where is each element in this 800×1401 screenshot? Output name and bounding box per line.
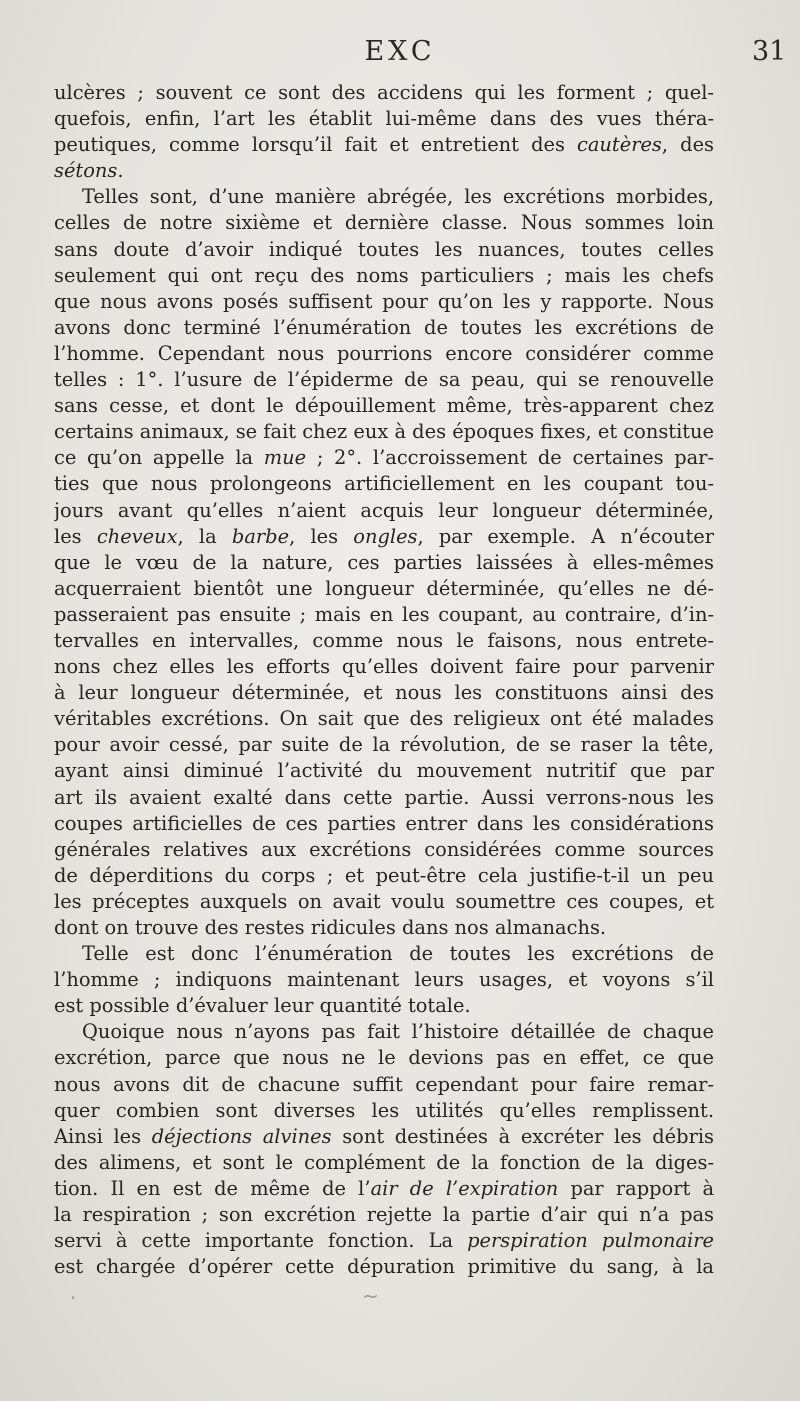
- italic-term: air de l’expiration: [370, 1176, 559, 1200]
- text-line: [54, 498, 714, 524]
- text-run: que nous avons posés suffisent pour qu’on les y rapporte. Nous: [54, 289, 714, 313]
- text-line: [54, 628, 714, 654]
- body-text: [54, 80, 714, 1280]
- text-run: ties que nous prolongeons artificiellement en les coupant tou-: [54, 472, 714, 496]
- text-line: [54, 602, 714, 628]
- text-run: Telle est donc l’énumération de toutes les excrétions de: [82, 942, 714, 966]
- text-run: les préceptes auxquels on avait voulu soumettre ces coupes, et: [54, 889, 714, 913]
- text-line: [54, 550, 714, 576]
- print-mark: ·: [70, 1286, 77, 1310]
- text-line: [54, 237, 714, 263]
- text-line: [54, 132, 714, 158]
- text-run: sont destinées à excréter les débris: [331, 1124, 714, 1148]
- text-run: véritables excrétions. On sait que des religieux ont été malades: [54, 707, 714, 731]
- text-run: ; 2°. l’accroissement de certaines par-: [306, 446, 714, 470]
- text-line: [54, 315, 714, 341]
- text-run: que le vœu de la nature, ces parties laissées à elles-mêmes: [54, 550, 714, 574]
- text-run: par rapport à: [558, 1176, 714, 1200]
- text-run: ce qu’on appelle la: [54, 446, 264, 470]
- page-header: [0, 36, 800, 76]
- text-run: nons chez elles les efforts qu’elles doivent faire pour parvenir: [54, 655, 714, 679]
- text-run: des alimens, et sont le complément de la fonction de la diges-: [54, 1150, 714, 1174]
- text-line: [54, 706, 714, 732]
- text-run: , des: [661, 133, 714, 157]
- text-run: art ils avaient exalté dans cette partie. Aussi verrons-nous les: [54, 785, 714, 809]
- text-line: [54, 106, 714, 132]
- text-run: telles : 1°. l’usure de l’épiderme de sa peau, qui se renouvelle: [54, 368, 714, 392]
- text-line: [54, 863, 714, 889]
- text-line: [54, 1124, 714, 1150]
- italic-term: déjections alvines: [151, 1124, 332, 1148]
- text-line: [54, 654, 714, 680]
- text-run: Quoique nous n’ayons pas fait l’histoire détaillée de chaque: [82, 1020, 714, 1044]
- text-line: [54, 263, 714, 289]
- text-line: [54, 837, 714, 863]
- italic-term: sétons: [54, 159, 118, 183]
- text-run: tervalles en intervalles, comme nous le faisons, nous entrete-: [54, 628, 714, 652]
- text-run: .: [117, 159, 124, 183]
- italic-term: cautères: [577, 133, 662, 157]
- text-run: l’homme ; indiquons maintenant leurs usages, et voyons s’il: [54, 968, 714, 992]
- text-line: [54, 80, 714, 106]
- text-line: [54, 785, 714, 811]
- text-line: [54, 419, 714, 445]
- text-run: est possible d’évaluer leur quantité totale.: [54, 994, 471, 1018]
- text-line: [54, 941, 714, 967]
- text-line: [54, 915, 714, 941]
- text-run: servi à cette importante fonction. La: [54, 1229, 468, 1253]
- text-run: générales relatives aux excrétions considérées comme sources: [54, 837, 714, 861]
- text-line: [54, 993, 714, 1019]
- text-run: les: [54, 524, 97, 548]
- text-line: [54, 367, 714, 393]
- text-run: celles de notre sixième et dernière classe. Nous sommes loin: [54, 211, 714, 235]
- italic-term: perspiration pulmonaire: [467, 1229, 714, 1253]
- italic-term: mue: [263, 446, 307, 470]
- running-head: EXC: [364, 36, 436, 67]
- text-run: passeraient pas ensuite ; mais en les coupant, au contraire, d’in-: [54, 602, 714, 626]
- text-run: sans doute d’avoir indiqué toutes les nuances, toutes celles: [54, 237, 714, 261]
- page-number: 31: [752, 36, 787, 67]
- text-run: ayant ainsi diminué l’activité du mouvement nutritif que par: [54, 759, 714, 783]
- text-line: [54, 576, 714, 602]
- text-run: dont on trouve des restes ridicules dans nos almanachs.: [54, 916, 607, 939]
- text-line: [54, 732, 714, 758]
- text-run: quefois, enfin, l’art les établit lui-même dans des vues théra-: [54, 107, 714, 131]
- text-run: sans cesse, et dont le dépouillement même, très-apparent chez: [54, 394, 714, 418]
- text-run: , la: [177, 524, 232, 548]
- text-run: certains animaux, se fait chez eux à des époques fixes, et constitue: [54, 420, 714, 444]
- text-run: , par exemple. A n’écouter: [417, 524, 714, 548]
- text-line: [54, 1019, 714, 1045]
- text-line: [54, 1072, 714, 1098]
- text-line: [54, 524, 714, 550]
- text-line: [54, 289, 714, 315]
- text-line: [54, 680, 714, 706]
- text-run: nous avons dit de chacune suffit cependant pour faire remar-: [54, 1072, 714, 1096]
- text-line: [54, 1254, 714, 1280]
- text-run: l’homme. Cependant nous pourrions encore considérer comme: [54, 341, 714, 365]
- text-run: tion. Il en est de même de l’: [54, 1176, 371, 1200]
- text-line: [54, 158, 714, 184]
- text-line: [54, 445, 714, 471]
- text-line: [54, 471, 714, 497]
- text-run: , les: [289, 524, 354, 548]
- text-run: à leur longueur déterminée, et nous les constituons ainsi des: [54, 681, 714, 705]
- text-run: ulcères ; souvent ce sont des accidens qui les forment ; quel-: [54, 81, 714, 104]
- text-line: [54, 210, 714, 236]
- text-run: quer combien sont diverses les utilités qu’elles remplissent.: [54, 1098, 714, 1122]
- text-run: avons donc terminé l’énumération de toutes les excrétions de: [54, 315, 714, 339]
- text-run: peutiques, comme lorsqu’il fait et entretient des: [54, 133, 578, 157]
- text-run: pour avoir cessé, par suite de la révolution, de se raser la tête,: [54, 733, 714, 757]
- text-line: [54, 393, 714, 419]
- text-line: [54, 889, 714, 915]
- text-run: excrétion, parce que nous ne le devions pas en effet, ce que: [54, 1046, 714, 1070]
- text-run: acquerraient bientôt une longueur déterminée, qu’elles ne dé-: [54, 576, 714, 600]
- text-line: [54, 758, 714, 784]
- text-line: [54, 341, 714, 367]
- text-line: [54, 184, 714, 210]
- text-line: [54, 1202, 714, 1228]
- text-run: la respiration ; son excrétion rejette la partie d’air qui n’a pas: [54, 1203, 714, 1227]
- text-line: [54, 1176, 714, 1202]
- text-run: Telles sont, d’une manière abrégée, les excrétions morbides,: [82, 185, 714, 209]
- italic-term: ongles: [353, 524, 418, 548]
- text-line: [54, 811, 714, 837]
- text-line: [54, 1098, 714, 1124]
- text-run: jours avant qu’elles n’aient acquis leur longueur déterminée,: [54, 498, 714, 522]
- italic-term: cheveux: [96, 524, 178, 548]
- text-line: [54, 1045, 714, 1071]
- text-line: [54, 1150, 714, 1176]
- text-line: [54, 967, 714, 993]
- text-run: de déperditions du corps ; et peut-être cela justifie-t-il un peu: [54, 863, 714, 887]
- text-run: est chargée d’opérer cette dépuration primitive du sang, à la: [54, 1255, 714, 1279]
- print-mark: ~: [362, 1284, 379, 1308]
- italic-term: barbe: [231, 524, 290, 548]
- text-run: coupes artificielles de ces parties entrer dans les considérations: [54, 811, 714, 835]
- text-line: [54, 1228, 714, 1254]
- text-run: seulement qui ont reçu des noms particuliers ; mais les chefs: [54, 263, 714, 287]
- text-run: Ainsi les: [54, 1124, 152, 1148]
